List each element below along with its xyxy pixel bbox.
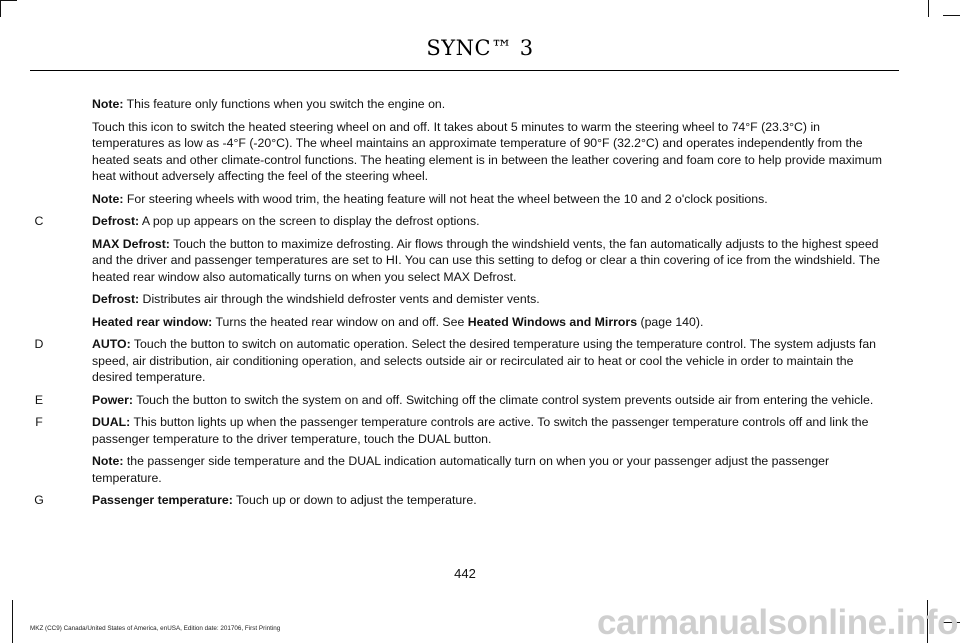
item-marker: E bbox=[34, 392, 44, 407]
crop-mark bbox=[12, 600, 13, 643]
item-text: (page 140). bbox=[637, 314, 704, 329]
crop-mark bbox=[0, 0, 1, 17]
item-marker: G bbox=[34, 493, 44, 507]
item-label: DUAL: bbox=[92, 415, 131, 429]
item-text: Touch up or down to adjust the temperature. bbox=[232, 493, 477, 507]
watermark: carmanualsonline.info bbox=[597, 603, 958, 642]
item-text: This feature only functions when you switch the engine on. bbox=[123, 97, 446, 111]
item-marker: C bbox=[34, 214, 44, 228]
item-text: Turns the heated rear window on and off. See bbox=[212, 314, 468, 329]
item-label: AUTO: bbox=[92, 337, 131, 351]
item-label: Heated rear window: bbox=[92, 314, 213, 329]
item-label: Passenger temperature: bbox=[92, 493, 233, 507]
list-item bbox=[29, 414, 891, 447]
page-title: SYNC™ 3 bbox=[426, 36, 534, 60]
item-label: Note: bbox=[92, 97, 124, 111]
item-label: Note: bbox=[92, 191, 124, 206]
item-text: Touch the button to switch on automatic operation. Select the desired temperature using the temperature control. The system adjusts fan speed, air distribution, air conditioning operation, and selects outside air or recirculated air to heat or cool the vehicle in order to maintain the desired temperature. bbox=[92, 337, 877, 384]
list-item bbox=[29, 492, 891, 509]
list-item bbox=[29, 236, 891, 286]
item-label: Note: bbox=[92, 454, 124, 468]
item-label: MAX Defrost: bbox=[92, 236, 170, 251]
item-label: Power: bbox=[92, 392, 133, 407]
crop-mark bbox=[0, 0, 17, 1]
list-item bbox=[29, 336, 891, 386]
content-body bbox=[29, 96, 891, 515]
page-number: 442 bbox=[454, 566, 476, 581]
item-text: A pop up appears on the screen to display the defrost options. bbox=[139, 214, 480, 228]
cross-reference-link[interactable]: Heated Windows and Mirrors bbox=[467, 314, 638, 329]
header-divider bbox=[30, 70, 899, 71]
item-text: the passenger side temperature and the DUAL indication automatically turn on when you or your passenger adjust the passenger temperature. bbox=[92, 454, 830, 485]
item-text: Touch this icon to switch the heated steering wheel on and off. It takes about 5 minutes to warm the steering wheel to 74°F (23.3°C) in temperatures as low as -4°F (-20°C). The wheel maintains an approximate temperature of 90°F (32.2°C) and operates independently from the heated seats and other climate-control functions. The heating element is in between the leather covering and foam core to help provide maximum heat without adversely affecting the feel of the steering wheel. bbox=[92, 119, 882, 183]
list-item bbox=[29, 291, 891, 308]
item-label: Defrost: bbox=[92, 214, 140, 228]
list-item bbox=[29, 119, 891, 185]
list-item bbox=[29, 96, 891, 113]
list-item bbox=[29, 314, 891, 331]
list-item bbox=[29, 453, 891, 486]
item-text: Touch the button to maximize defrosting. Air flows through the windshield vents, the fan automatically adjusts to the highest speed and the driver and passenger temperatures are set to HI. You can use this setting to defog or clear a thin covering of ice from the windshield. The heated rear window also automatically turns on when you select MAX Defrost. bbox=[92, 236, 880, 284]
item-marker: D bbox=[34, 337, 44, 351]
item-text: This button lights up when the passenger temperature controls are active. To switch the passenger temperature controls off and link the passenger temperature to the driver temperature, touch the DUAL button. bbox=[92, 415, 869, 446]
list-item bbox=[29, 191, 891, 208]
crop-mark bbox=[943, 15, 960, 16]
item-label: Defrost: bbox=[92, 292, 140, 306]
item-marker: F bbox=[35, 415, 43, 429]
item-text: For steering wheels with wood trim, the heating feature will not heat the wheel between the 10 and 2 o'clock positions. bbox=[123, 191, 768, 206]
item-text: Touch the button to switch the system on and off. Switching off the climate control system prevents outside air from entering the vehicle. bbox=[133, 392, 874, 407]
item-text: Distributes air through the windshield defroster vents and demister vents. bbox=[139, 292, 540, 306]
list-item bbox=[29, 213, 891, 230]
crop-mark bbox=[928, 0, 929, 17]
footer-edition-text: MKZ (CC9) Canada/United States of America, enUSA, Edition date: 201706, First Printing bbox=[30, 625, 281, 632]
list-item bbox=[29, 392, 891, 409]
